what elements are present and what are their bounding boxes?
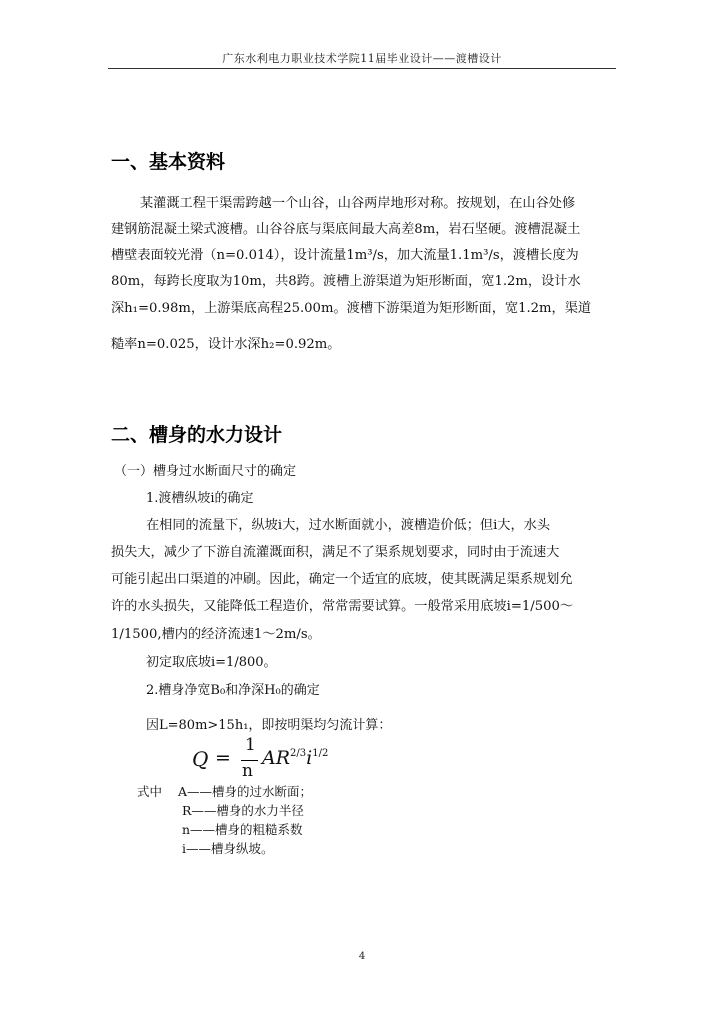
manning-formula	[192, 735, 352, 781]
subsection-heading: （一）槽身过水断面尺寸的确定	[114, 464, 297, 479]
formula-denominator: n	[242, 761, 253, 781]
legend-item-i: i——槽身纵坡。	[182, 841, 274, 856]
section-1-line-4: 80m，每跨长度取为10m，共8跨。渡槽上游渠道为矩形断面，宽1.2m，设计水	[111, 274, 581, 289]
formula-A: A	[262, 747, 276, 769]
section-2-line-3: 可能引起出口渠道的冲刷。因此，确定一个适宜的底坡，使其既满足渠系规划允	[111, 572, 573, 587]
item-1-heading: 1.渡槽纵坡i的确定	[146, 491, 254, 506]
section-1-line-3: 槽壁表面较光滑（n=0.014），设计流量1m³/s，加大流量1.1m³/s，渡槽长度为	[111, 248, 579, 263]
page-number: 4	[358, 951, 366, 962]
header-rule	[108, 68, 616, 69]
formula-R: R	[275, 747, 291, 769]
section-1-heading: 一、基本资料	[111, 151, 226, 173]
section-1-line-1: 某灌溉工程干渠需跨越一个山谷，山谷两岸地形对称。按规划，在山谷处修	[140, 196, 576, 211]
formula-numerator: 1	[245, 735, 256, 755]
formula-i-exponent: 1/2	[312, 748, 329, 759]
formula-Q: Q	[192, 747, 209, 771]
section-2-line-1: 在相同的流量下，纵坡i大，过水断面就小，渡槽造价低；但i大，水头	[146, 518, 551, 533]
section-2-line-2: 损失大，减少了下游自流灌溉面积，满足不了渠系规划要求，同时由于流速大	[111, 545, 560, 560]
where-label: 式中	[137, 784, 163, 799]
formula-i: i	[306, 747, 313, 769]
section-1-line-5: 深h₁=0.98m，上游渠底高程25.00m。渡槽下游渠道为矩形断面，宽1.2m，渠道	[111, 301, 592, 316]
legend-item-n: n——槽身的粗糙系数	[182, 822, 303, 837]
formula-intro-text: 因L=80m>15h₁，即按明渠均匀流计算：	[146, 718, 392, 733]
section-1-line-6: 糙率n=0.025，设计水深h₂=0.92m。	[111, 337, 341, 352]
legend-item-R: R——槽身的水力半径	[182, 803, 304, 818]
section-2-line-4: 许的水头损失，又能降低工程造价，常常需要试算。一般常采用底坡i=1/500～	[111, 599, 574, 614]
item-2-heading: 2.槽身净宽B₀和净深H₀的确定	[146, 683, 320, 698]
section-2-line-5: 1/1500,槽内的经济流速1～2m/s。	[111, 627, 321, 642]
legend-item-A: A——槽身的过水断面；	[178, 784, 313, 799]
page-header: 广东水利电力职业技术学院11届毕业设计——渡槽设计	[222, 52, 502, 65]
section-2-heading: 二、槽身的水力设计	[111, 424, 283, 446]
initial-slope-text: 初定取底坡i=1/800。	[146, 655, 277, 670]
formula-equals: =	[215, 747, 231, 769]
formula-body	[262, 747, 328, 769]
section-1-line-2: 建钢筋混凝土梁式渡槽。山谷谷底与渠底间最大高差8m，岩石坚硬。渡槽混凝土	[111, 222, 581, 237]
formula-R-exponent: 2/3	[290, 748, 307, 759]
